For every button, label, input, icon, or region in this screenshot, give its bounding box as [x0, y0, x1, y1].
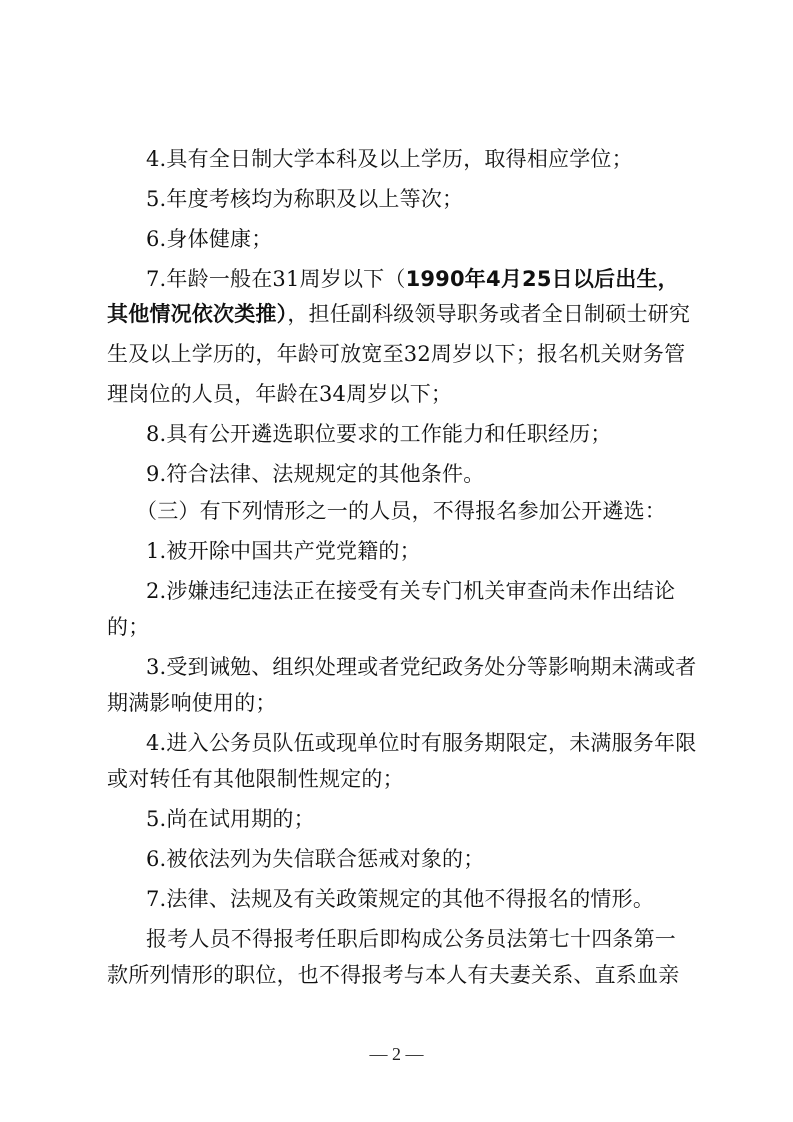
line-text: 或对转任有其他限制性规定的； — [107, 767, 404, 791]
line-text: 7.法律、法规及有关政策规定的其他不得报名的情形。 — [146, 887, 655, 911]
paragraph-line — [0, 184, 793, 214]
line-text: 6.被依法列为失信联合惩戒对象的； — [146, 847, 485, 871]
line-text: 6.身体健康； — [146, 227, 273, 251]
line-text: 1.被开除中国共产党党籍的； — [146, 539, 421, 563]
page-number-text: — 2 — — [369, 1044, 424, 1064]
paragraph-line — [0, 728, 793, 758]
line-text: 报考人员不得报考任职后即构成公务员法第七十四条第一 — [146, 927, 676, 951]
bold-emphasis-text: 1990年4月25日以后出生， — [405, 267, 679, 291]
paragraph-line — [0, 688, 793, 718]
paragraph-line — [0, 960, 793, 990]
page-number — [0, 1041, 793, 1067]
line-text: 生及以上学历的，年龄可放宽至32周岁以下；报名机关财务管 — [107, 342, 686, 366]
line-text: 4.具有全日制大学本科及以上学历，取得相应学位； — [146, 147, 633, 171]
line-text: 9.符合法律、法规规定的其他条件。 — [146, 462, 485, 486]
line-text: ，担任副科级领导职务或者全日制硕士研究 — [287, 302, 691, 326]
paragraph-line — [0, 536, 793, 566]
line-text: 5.尚在试用期的； — [146, 807, 315, 831]
paragraph-line — [0, 652, 793, 682]
line-text: 的； — [107, 615, 150, 639]
line-text: 期满影响使用的； — [107, 691, 277, 715]
line-text: （三）有下列情形之一的人员，不得报名参加公开遴选： — [136, 499, 666, 523]
line-text: 款所列情形的职位，也不得报考与本人有夫妻关系、直系血亲 — [107, 963, 680, 987]
paragraph-line — [0, 576, 793, 606]
paragraph-line — [0, 224, 793, 254]
paragraph-line — [0, 764, 793, 794]
paragraph-line — [0, 844, 793, 874]
section-heading — [0, 496, 793, 526]
paragraph-line — [0, 459, 793, 489]
bold-emphasis-text: 其他情况依次类推） — [107, 302, 288, 326]
paragraph-line — [0, 419, 793, 449]
line-text: 3.受到诫勉、组织处理或者党纪政务处分等影响期未满或者 — [146, 655, 697, 679]
paragraph-line — [0, 612, 793, 642]
paragraph-line — [0, 339, 793, 369]
paragraph-line — [0, 379, 793, 409]
line-text: 8.具有公开遴选职位要求的工作能力和任职经历； — [146, 422, 612, 446]
paragraph-line — [0, 804, 793, 834]
line-text: 5.年度考核均为称职及以上等次； — [146, 187, 464, 211]
paragraph-line — [0, 924, 793, 954]
paragraph-line — [0, 264, 793, 294]
paragraph-line — [0, 299, 793, 329]
paragraph-line — [0, 884, 793, 914]
line-text: 2.涉嫌违纪违法正在接受有关专门机关审查尚未作出结论 — [146, 579, 676, 603]
line-text: 4.进入公务员队伍或现单位时有服务期限定，未满服务年限 — [146, 731, 697, 755]
line-text: 理岗位的人员，年龄在34周岁以下； — [107, 382, 453, 406]
line-text: 7.年龄一般在31周岁以下（ — [146, 267, 406, 291]
paragraph-line — [0, 144, 793, 174]
